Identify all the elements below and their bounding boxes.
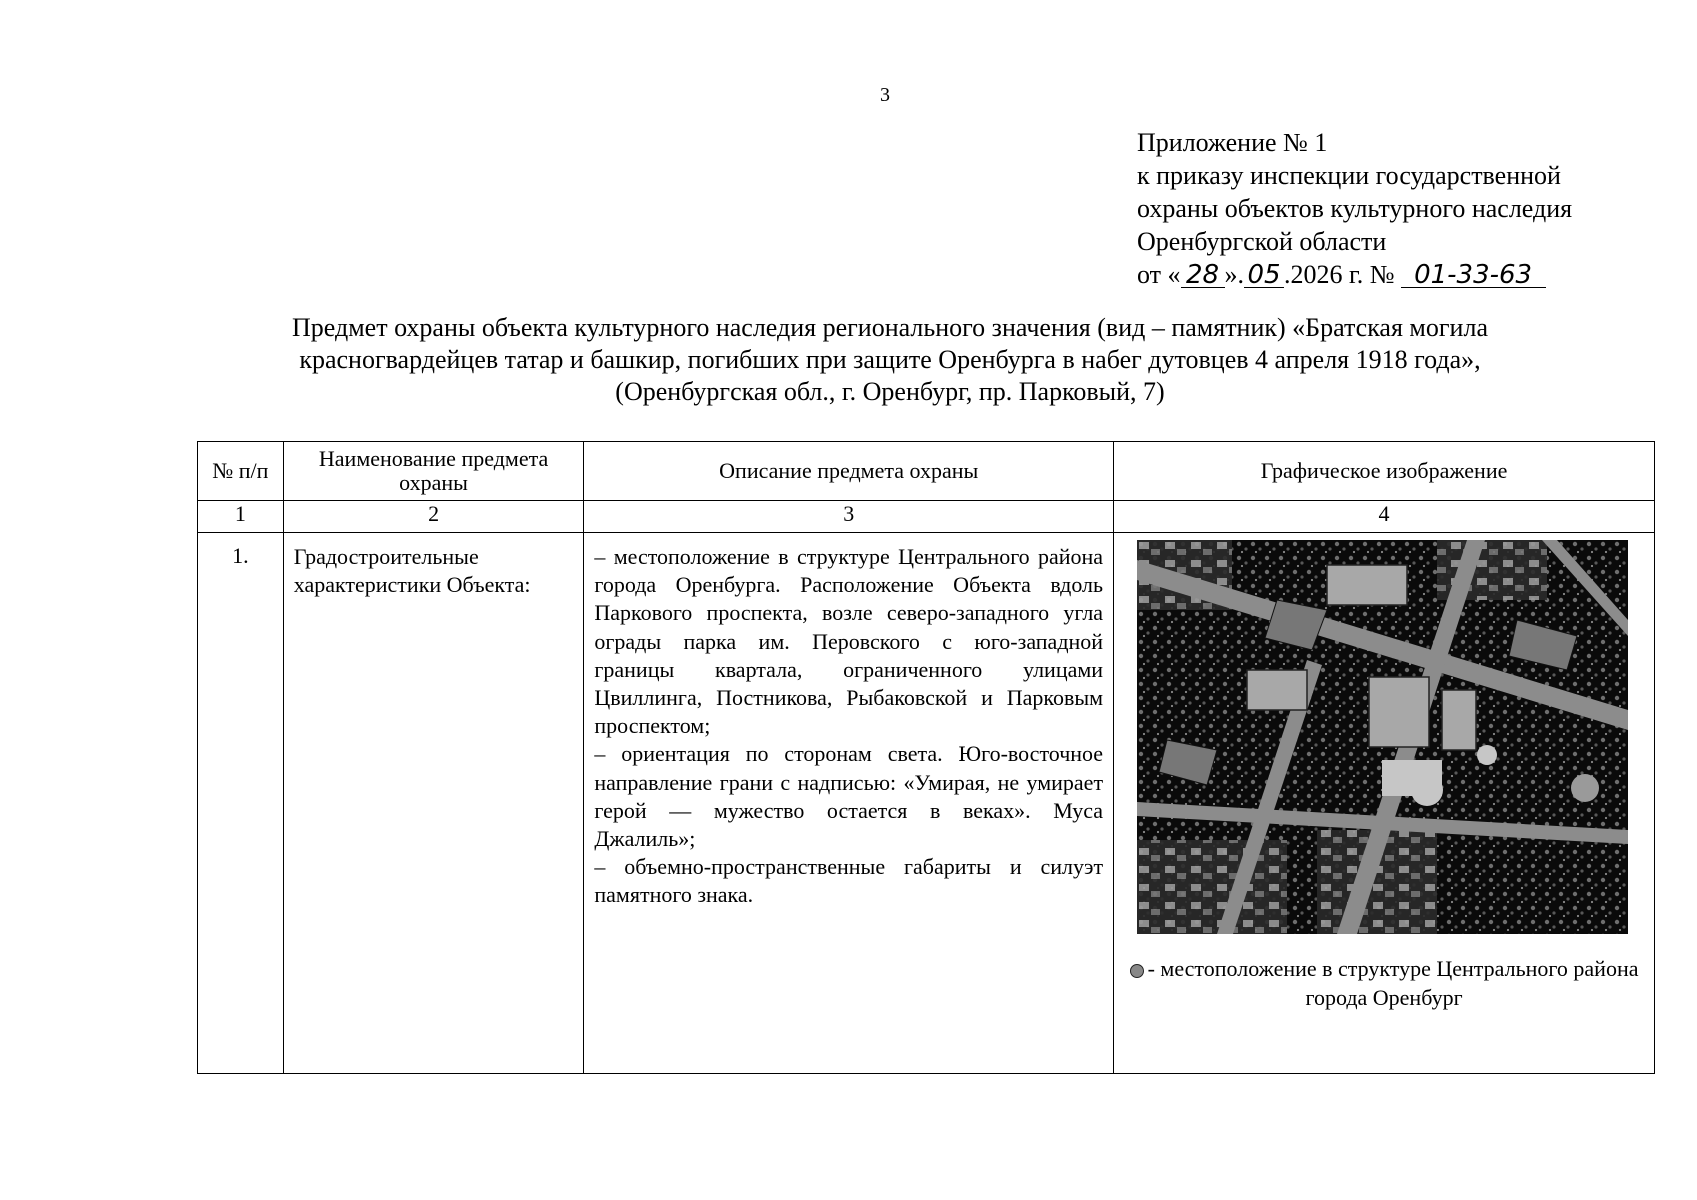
column-number: 2 (283, 501, 584, 533)
legend-text: - местоположение в структуре Центрального района города Оренбург (1147, 956, 1639, 1010)
column-number: 3 (584, 501, 1114, 533)
column-number: 1 (198, 501, 284, 533)
header-cell-description: Описание предмета охраны (584, 442, 1114, 501)
appendix-date-line (1137, 258, 1572, 291)
appendix-line: Оренбургской области (1137, 227, 1387, 256)
header-cell-name: Наименование предмета охраны (283, 442, 584, 501)
appendix-line: к приказу инспекции государственной (1137, 161, 1561, 190)
legend-marker-icon (1130, 964, 1144, 978)
handwritten-day: 28 (1181, 263, 1225, 288)
description-paragraph: – местоположение в структуре Центрального района города Оренбурга. Расположение Объекта вдоль Паркового проспекта, возле северо-западного угла ограды парка им. Перовского с юго-западной границы квартала, ограниченного улицами Цвиллинга, Постникова, Рыбаковской и Парковым проспектом; (594, 544, 1104, 739)
title-line: Предмет охраны объекта культурного наследия регионального значения (вид – памятник) «Братская могила (292, 313, 1488, 342)
title-line: (Оренбургская обл., г. Оренбург, пр. Парковый, 7) (615, 377, 1165, 406)
document-title (180, 312, 1600, 408)
appendix-line: Приложение № 1 (1137, 128, 1328, 157)
header-cell-graphic: Графическое изображение (1114, 442, 1655, 501)
title-line: красногвардейцев татар и башкир, погибших при защите Оренбурга в набег дутовцев 4 апреля 1918 года», (299, 345, 1481, 374)
protection-table (197, 441, 1655, 1074)
map-legend (1114, 954, 1654, 1012)
date-prefix: от « (1137, 260, 1181, 289)
description-paragraph: – ориентация по сторонам света. Юго-восточное направление грани с надписью: «Умирая, не умирает герой — мужество остается в веках». Муса Джалиль»; (594, 741, 1104, 852)
handwritten-doc-number: 01-33-63 (1401, 263, 1546, 288)
description-paragraph: – объемно-пространственные габариты и силуэт памятного знака. (594, 854, 1104, 908)
page-number: 3 (880, 84, 890, 106)
column-number: 4 (1114, 501, 1655, 533)
appendix-line: охраны объектов культурного наследия (1137, 194, 1573, 223)
header-cell-number: № п/п (198, 442, 284, 501)
day-suffix: ». (1224, 260, 1245, 289)
appendix-block (1137, 126, 1572, 291)
row-number: 1. (198, 533, 284, 1074)
aerial-map-image (1137, 540, 1628, 934)
table-header-row (198, 442, 1655, 501)
year-text: .2026 г. № (1284, 260, 1395, 289)
row-description (584, 533, 1114, 1074)
table-row (198, 533, 1655, 1074)
row-graphic (1114, 533, 1655, 1074)
row-name: Градостроительные характеристики Объекта: (283, 533, 584, 1074)
handwritten-month: 05 (1244, 263, 1284, 288)
column-number-row (198, 501, 1655, 533)
